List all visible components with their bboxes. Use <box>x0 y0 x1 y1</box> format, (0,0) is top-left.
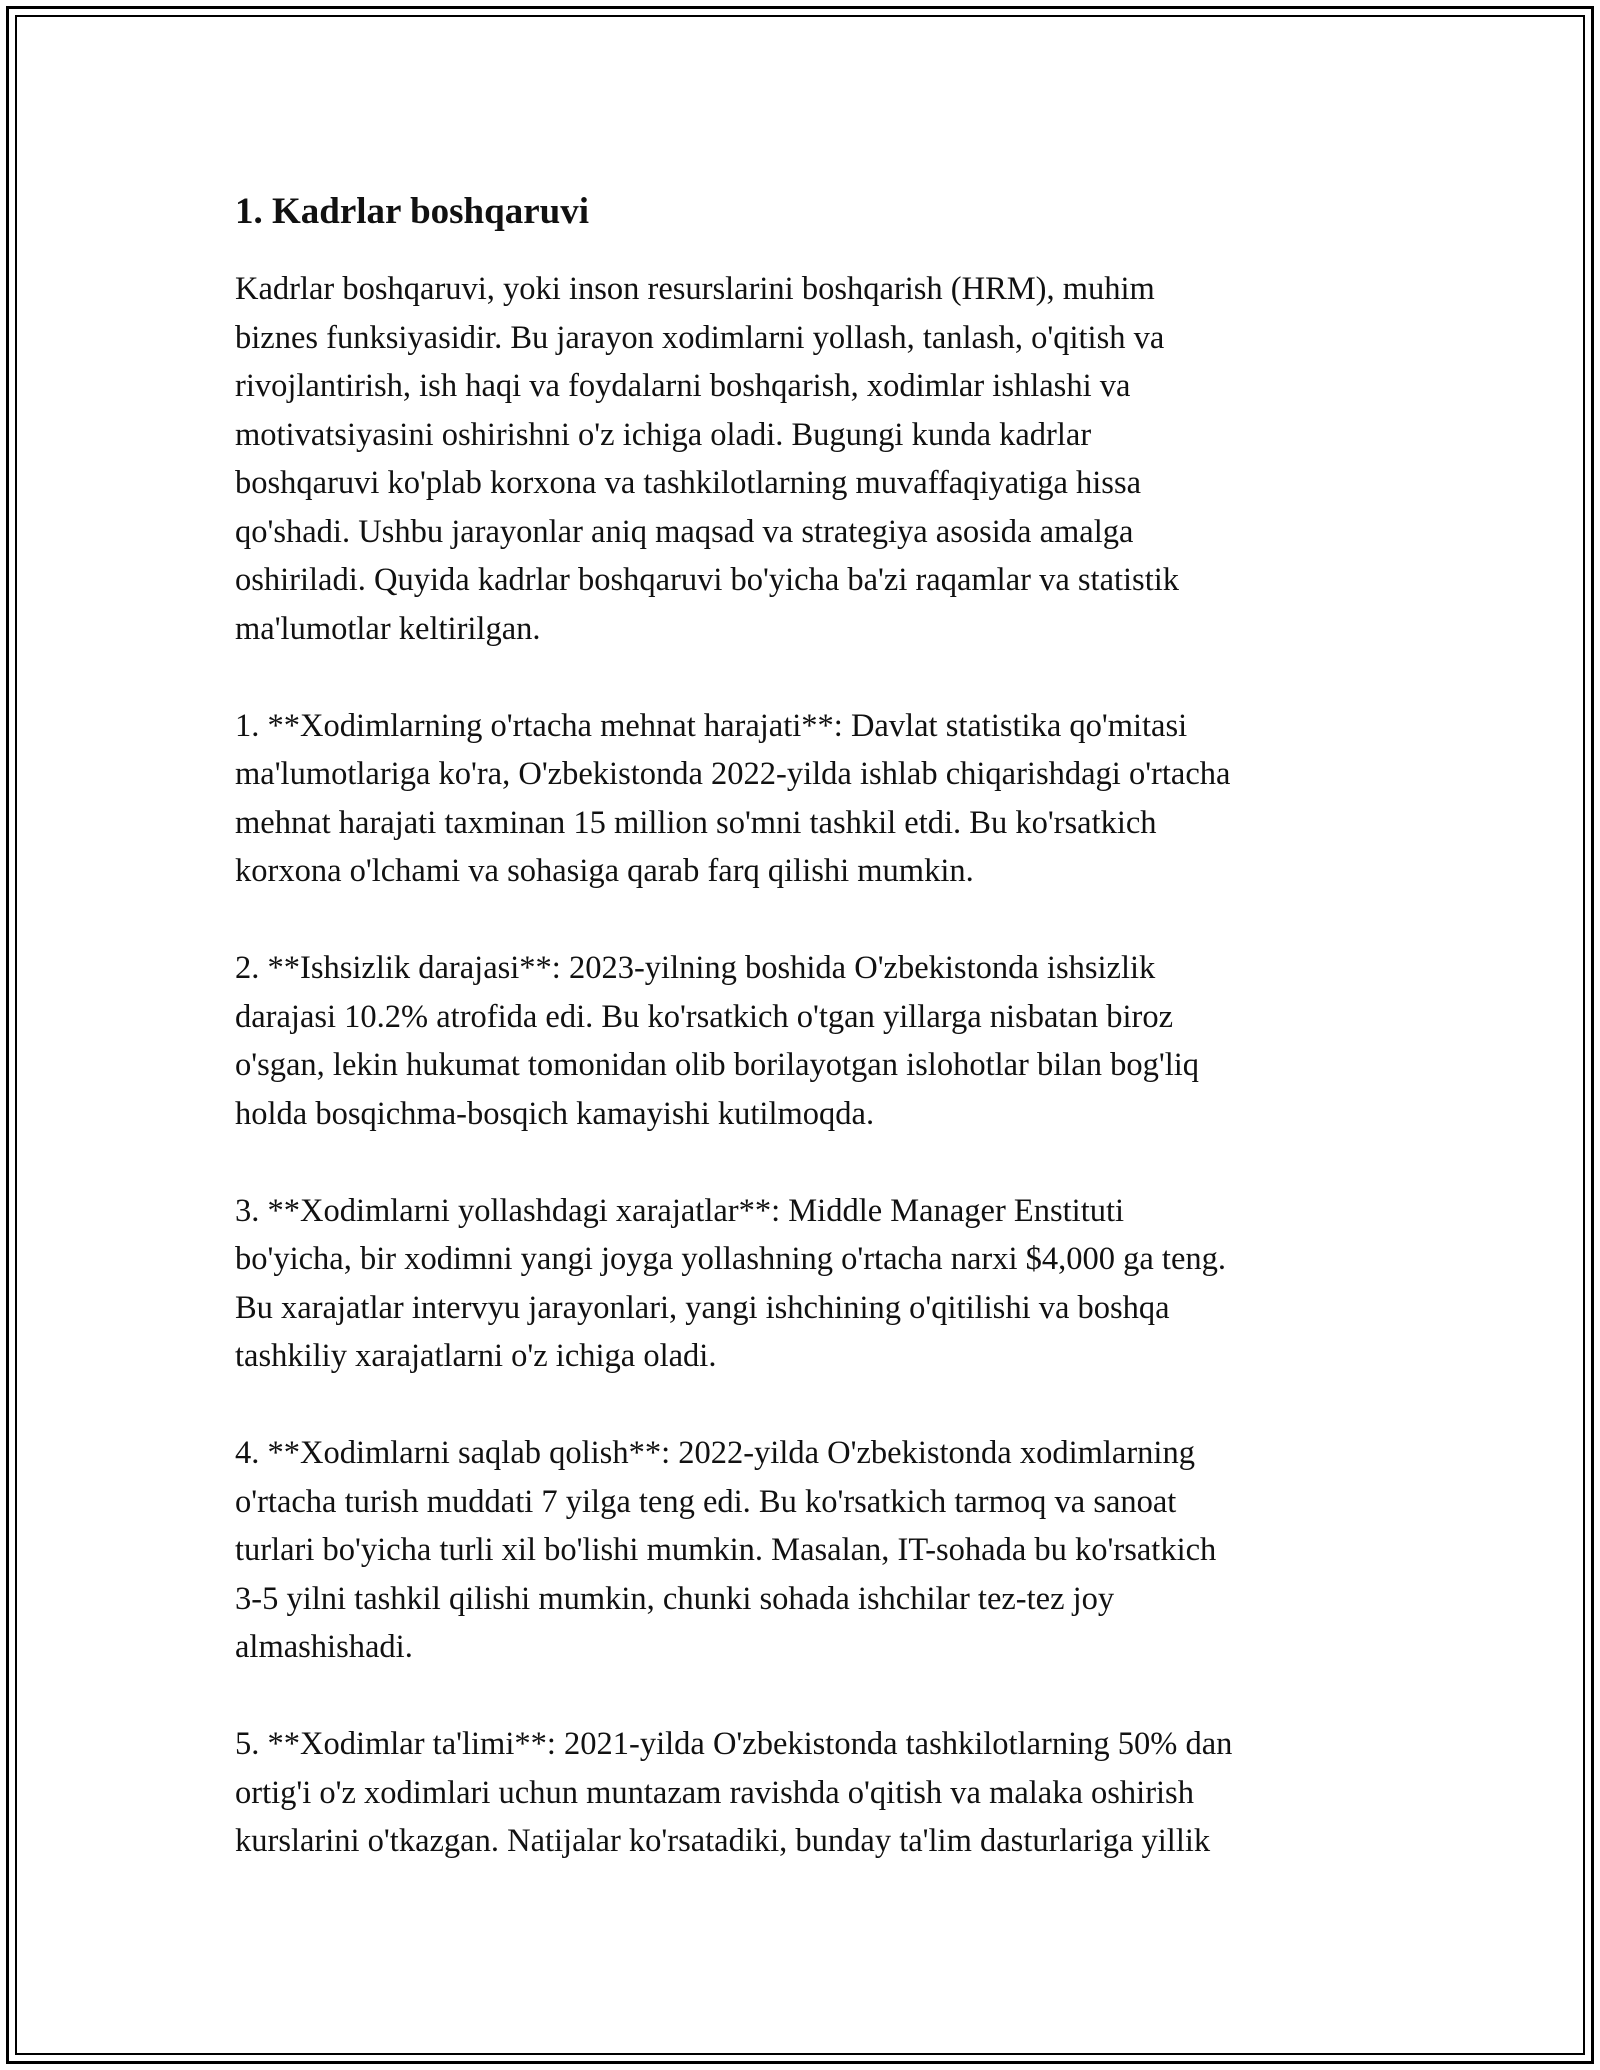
item-paragraph-1 <box>235 702 1375 896</box>
text-line: ma'lumotlar keltirilgan. <box>235 610 541 647</box>
text-line: mehnat harajati taxminan 15 million so'mni tashkil etdi. Bu ko'rsatkich <box>235 804 1157 841</box>
section-title: 1. Kadrlar boshqaruvi <box>235 191 589 232</box>
text-line: 5. **Xodimlar ta'limi**: 2021-yilda O'zbekistonda tashkilotlarning 50% dan <box>235 1726 1233 1762</box>
text-line: o'sgan, lekin hukumat tomonidan olib borilayotgan islohotlar bilan bog'liq <box>235 1047 1200 1083</box>
text-line: boshqaruvi ko'plab korxona va tashkilotlarning muvaffaqiyatiga hissa <box>235 465 1142 501</box>
item-paragraph-4 <box>235 1429 1375 1672</box>
text-line: kurslarini o'tkazgan. Natijalar ko'rsatadiki, bunday ta'lim dasturlariga yillik <box>235 1823 1211 1859</box>
text-line: korxona o'lchami va sohasiga qarab farq qilishi mumkin. <box>235 853 974 889</box>
item-paragraph-2 <box>235 944 1375 1138</box>
text-line: Kadrlar boshqaruvi, yoki inson resurslarini boshqarish (HRM), muhim <box>235 271 1155 307</box>
text-line: ortig'i o'z xodimlari uchun muntazam ravishda o'qitish va malaka oshirish <box>235 1774 1194 1811</box>
text-line: holda bosqichma-bosqich kamayishi kutilmoqda. <box>235 1095 875 1132</box>
text-line: Bu xarajatlar intervyu jarayonlari, yangi ishchining o'qitilishi va boshqa <box>235 1289 1170 1326</box>
text-line: biznes funksiyasidir. Bu jarayon xodimlarni yollash, tanlash, o'qitish va <box>235 319 1165 356</box>
text-line: turlari bo'yicha turli xil bo'lishi mumkin. Masalan, IT-sohada bu ko'rsatkich <box>235 1532 1217 1568</box>
text-line: 2. **Ishsizlik darajasi**: 2023-yilning boshida O'zbekistonda ishsizlik <box>235 950 1156 986</box>
text-line: almashishadi. <box>235 1629 413 1665</box>
text-line: darajasi 10.2% atrofida edi. Bu ko'rsatkich o'tgan yillarga nisbatan biroz <box>235 998 1173 1035</box>
text-line: bo'yicha, bir xodimni yangi joyga yollashning o'rtacha narxi $4,000 ga teng. <box>235 1241 1227 1277</box>
intro-paragraph <box>235 265 1375 653</box>
text-line: motivatsiyasini oshirishni o'z ichiga oladi. Bugungi kunda kadrlar <box>235 416 1092 453</box>
text-line: o'rtacha turish muddati 7 yilga teng edi. Bu ko'rsatkich tarmoq va sanoat <box>235 1483 1177 1520</box>
item-paragraph-5 <box>235 1720 1375 1866</box>
document-page <box>235 180 1375 1914</box>
item-paragraph-3 <box>235 1187 1375 1381</box>
text-line: 1. **Xodimlarning o'rtacha mehnat harajati**: Davlat statistika qo'mitasi <box>235 707 1188 744</box>
text-line: 3. **Xodimlarni yollashdagi xarajatlar**: Middle Manager Enstituti <box>235 1192 1125 1229</box>
text-line: 3-5 yilni tashkil qilishi mumkin, chunki sohada ishchilar tez-tez joy <box>235 1580 1115 1617</box>
text-line: qo'shadi. Ushbu jarayonlar aniq maqsad va strategiya asosida amalga <box>235 513 1134 550</box>
text-line: 4. **Xodimlarni saqlab qolish**: 2022-yilda O'zbekistonda xodimlarning <box>235 1435 1195 1471</box>
text-line: rivojlantirish, ish haqi va foydalarni boshqarish, xodimlar ishlashi va <box>235 368 1131 404</box>
text-line: ma'lumotlariga ko'ra, O'zbekistonda 2022-yilda ishlab chiqarishdagi o'rtacha <box>235 756 1231 792</box>
text-line: oshiriladi. Quyida kadrlar boshqaruvi bo'yicha ba'zi raqamlar va statistik <box>235 562 1180 598</box>
text-line: tashkiliy xarajatlarni o'z ichiga oladi. <box>235 1338 717 1374</box>
